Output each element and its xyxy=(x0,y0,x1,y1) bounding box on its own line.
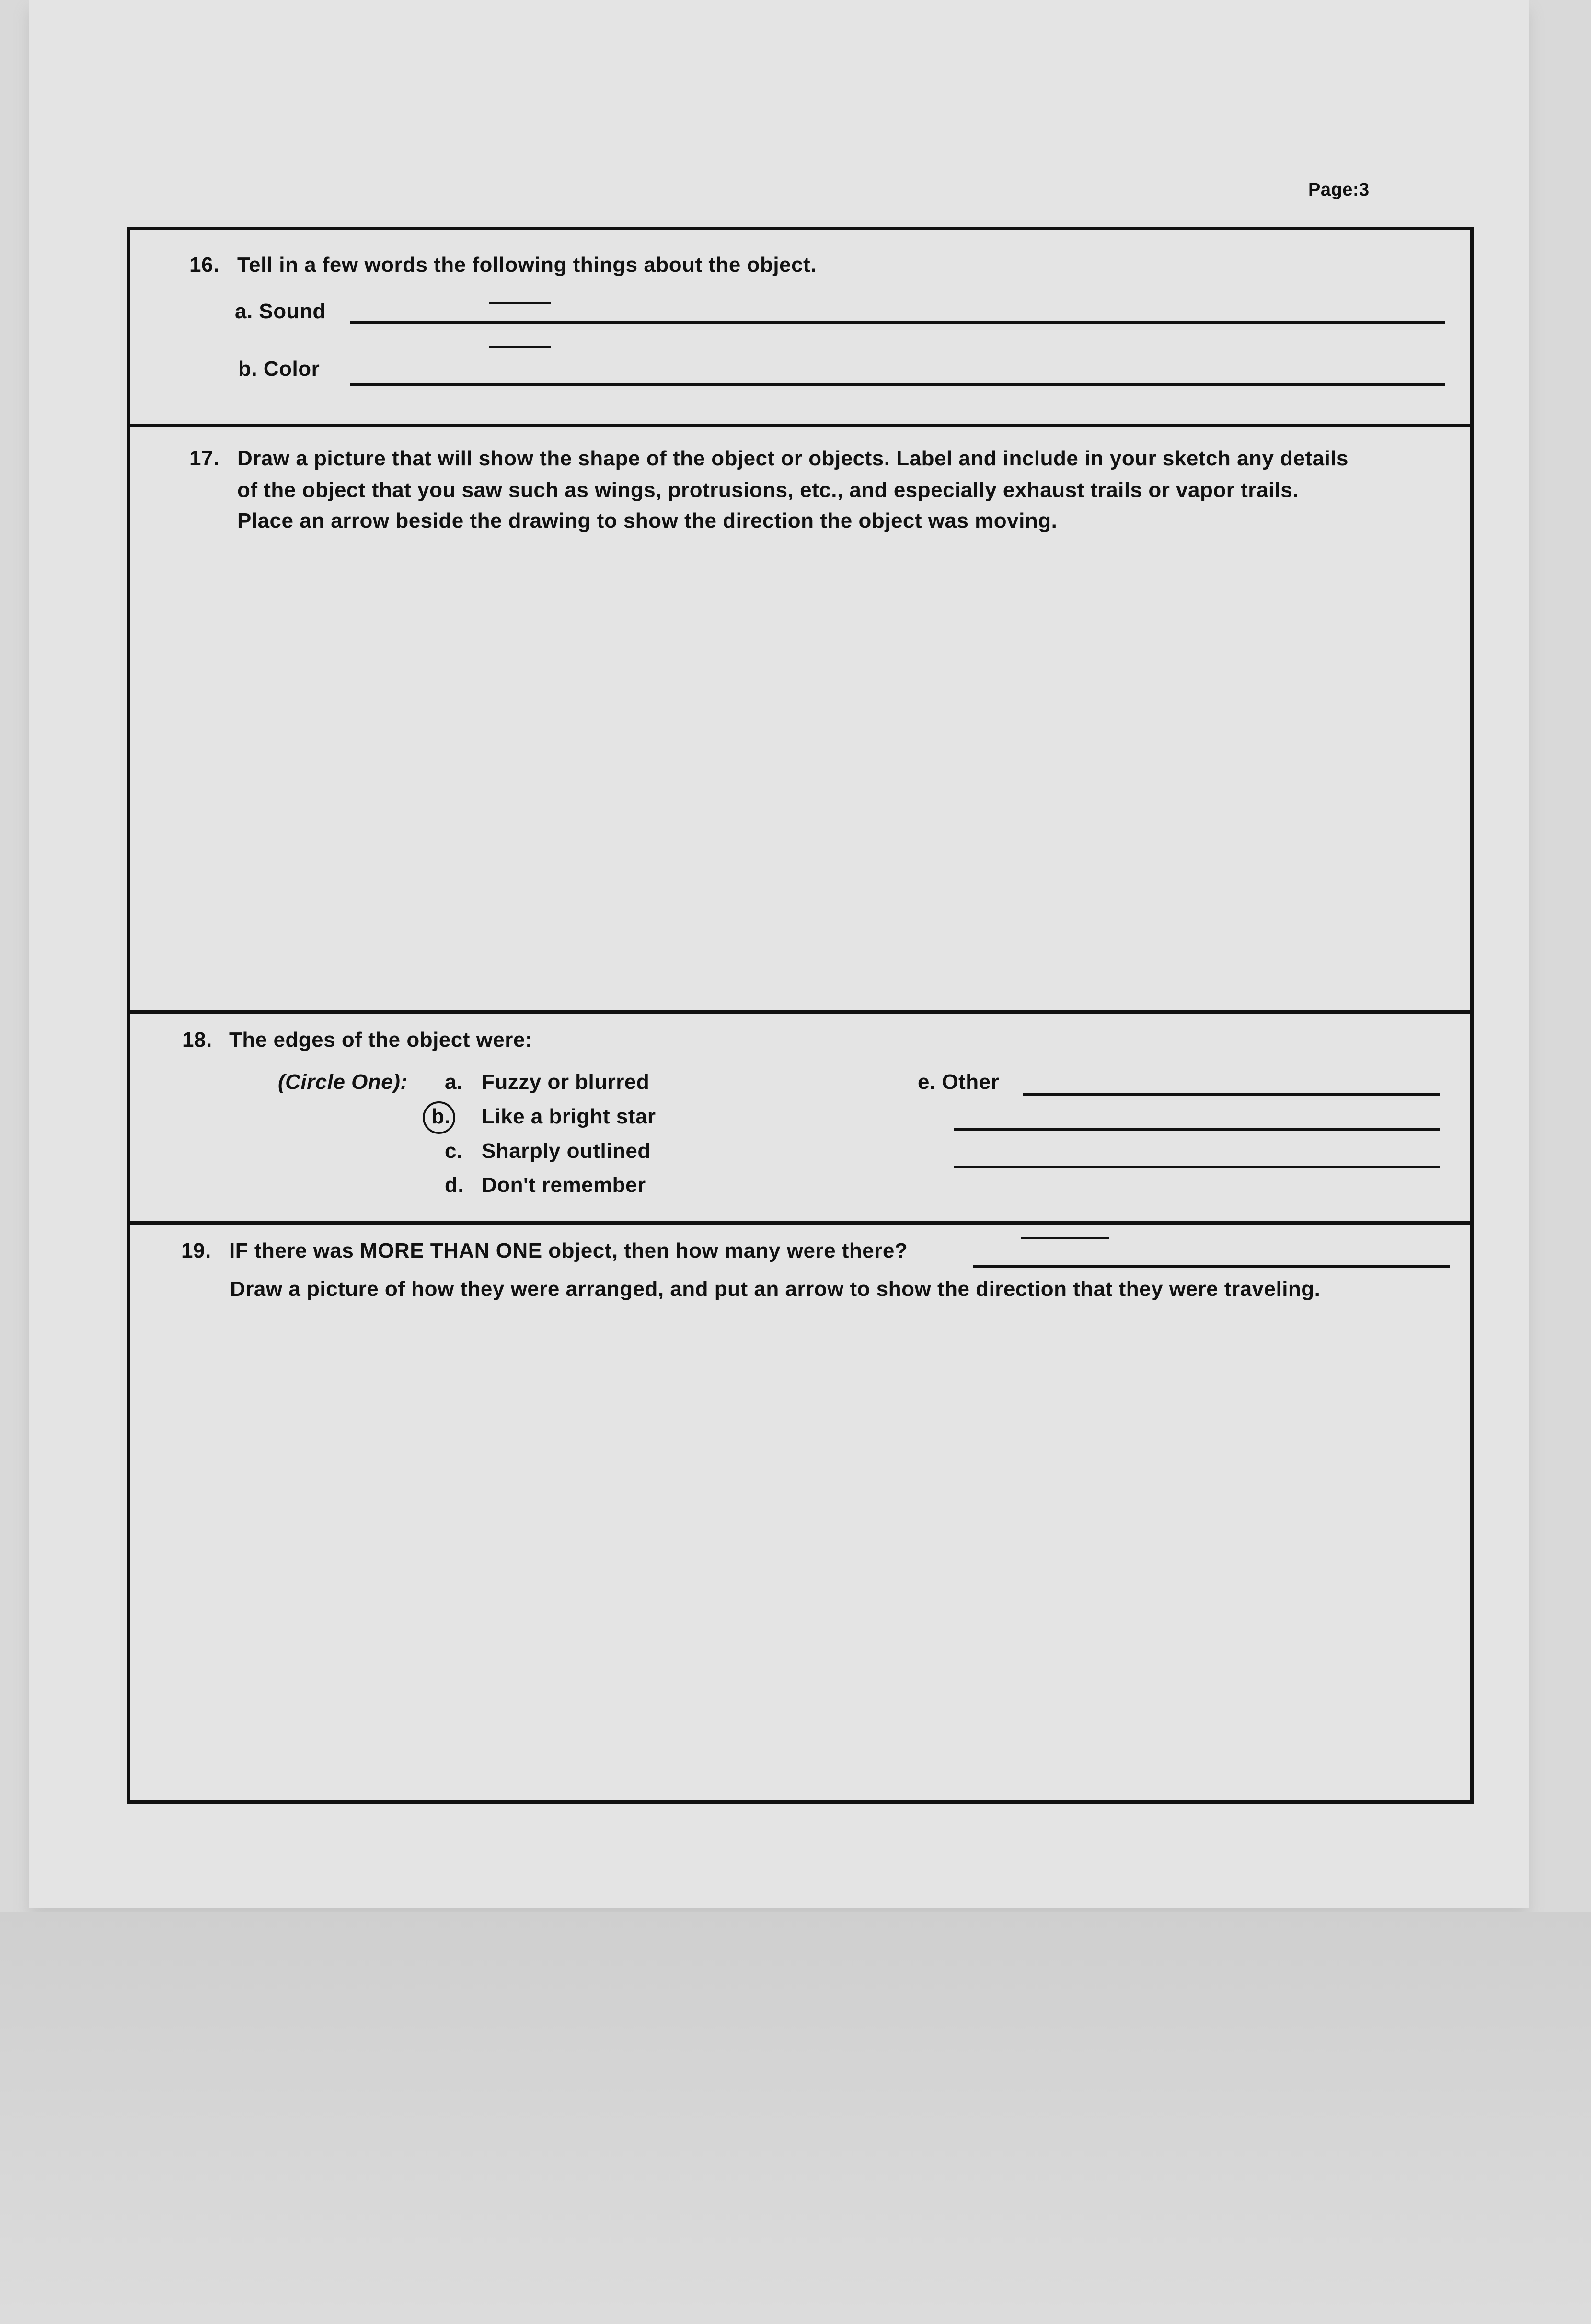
divider xyxy=(127,1010,1474,1014)
option-d[interactable]: Don't remember xyxy=(482,1173,646,1197)
other-field[interactable] xyxy=(1023,1093,1440,1096)
option-e-other: e. Other xyxy=(918,1070,1000,1094)
q16-text: Tell in a few words the following things about the object. xyxy=(237,253,817,277)
q17-line-2: of the object that you saw such as wings, protrusions, etc., and especially exhaust trails or vapor trails. xyxy=(237,478,1299,502)
color-answer-dash xyxy=(489,346,551,348)
option-c[interactable]: Sharply outlined xyxy=(482,1139,651,1163)
sound-field[interactable] xyxy=(350,321,1445,324)
q19-number: 19. xyxy=(181,1239,211,1262)
option-a-letter: a. xyxy=(445,1070,463,1094)
other-field-line-2[interactable] xyxy=(954,1128,1440,1131)
q18-number: 18. xyxy=(182,1028,212,1052)
q17-line-3: Place an arrow beside the drawing to show the direction the object was moving. xyxy=(237,509,1058,532)
option-a[interactable]: Fuzzy or blurred xyxy=(482,1070,650,1094)
q17-drawing-area[interactable] xyxy=(132,546,1469,1006)
other-field-line-3[interactable] xyxy=(954,1166,1440,1168)
page-number: Page:3 xyxy=(1308,180,1370,200)
scan-background xyxy=(0,1912,1591,2324)
count-field[interactable] xyxy=(973,1265,1450,1268)
q19-drawing-area[interactable] xyxy=(132,1313,1469,1797)
q19-line-1: IF there was MORE THAN ONE object, then how many were there? xyxy=(229,1239,908,1262)
option-d-letter: d. xyxy=(445,1173,464,1197)
divider xyxy=(127,1221,1474,1225)
q17-line-1: Draw a picture that will show the shape of the object or objects. Label and include in your sketch any details xyxy=(237,447,1349,470)
q18-text: The edges of the object were: xyxy=(229,1028,533,1052)
option-b[interactable]: Like a bright star xyxy=(482,1105,656,1128)
circle-one-label: (Circle One): xyxy=(278,1070,408,1094)
option-b-letter: b. xyxy=(431,1105,451,1128)
color-field[interactable] xyxy=(350,383,1445,386)
q16-number: 16. xyxy=(189,253,219,277)
sound-answer-dash xyxy=(489,302,551,304)
option-c-letter: c. xyxy=(445,1139,463,1163)
q19-line-2: Draw a picture of how they were arranged, and put an arrow to show the direction that they were traveling. xyxy=(230,1277,1321,1301)
divider xyxy=(127,424,1474,427)
sound-label: a. Sound xyxy=(235,300,326,323)
count-answer-dash xyxy=(1021,1237,1109,1239)
color-label: b. Color xyxy=(238,357,320,381)
q17-number: 17. xyxy=(189,447,219,470)
